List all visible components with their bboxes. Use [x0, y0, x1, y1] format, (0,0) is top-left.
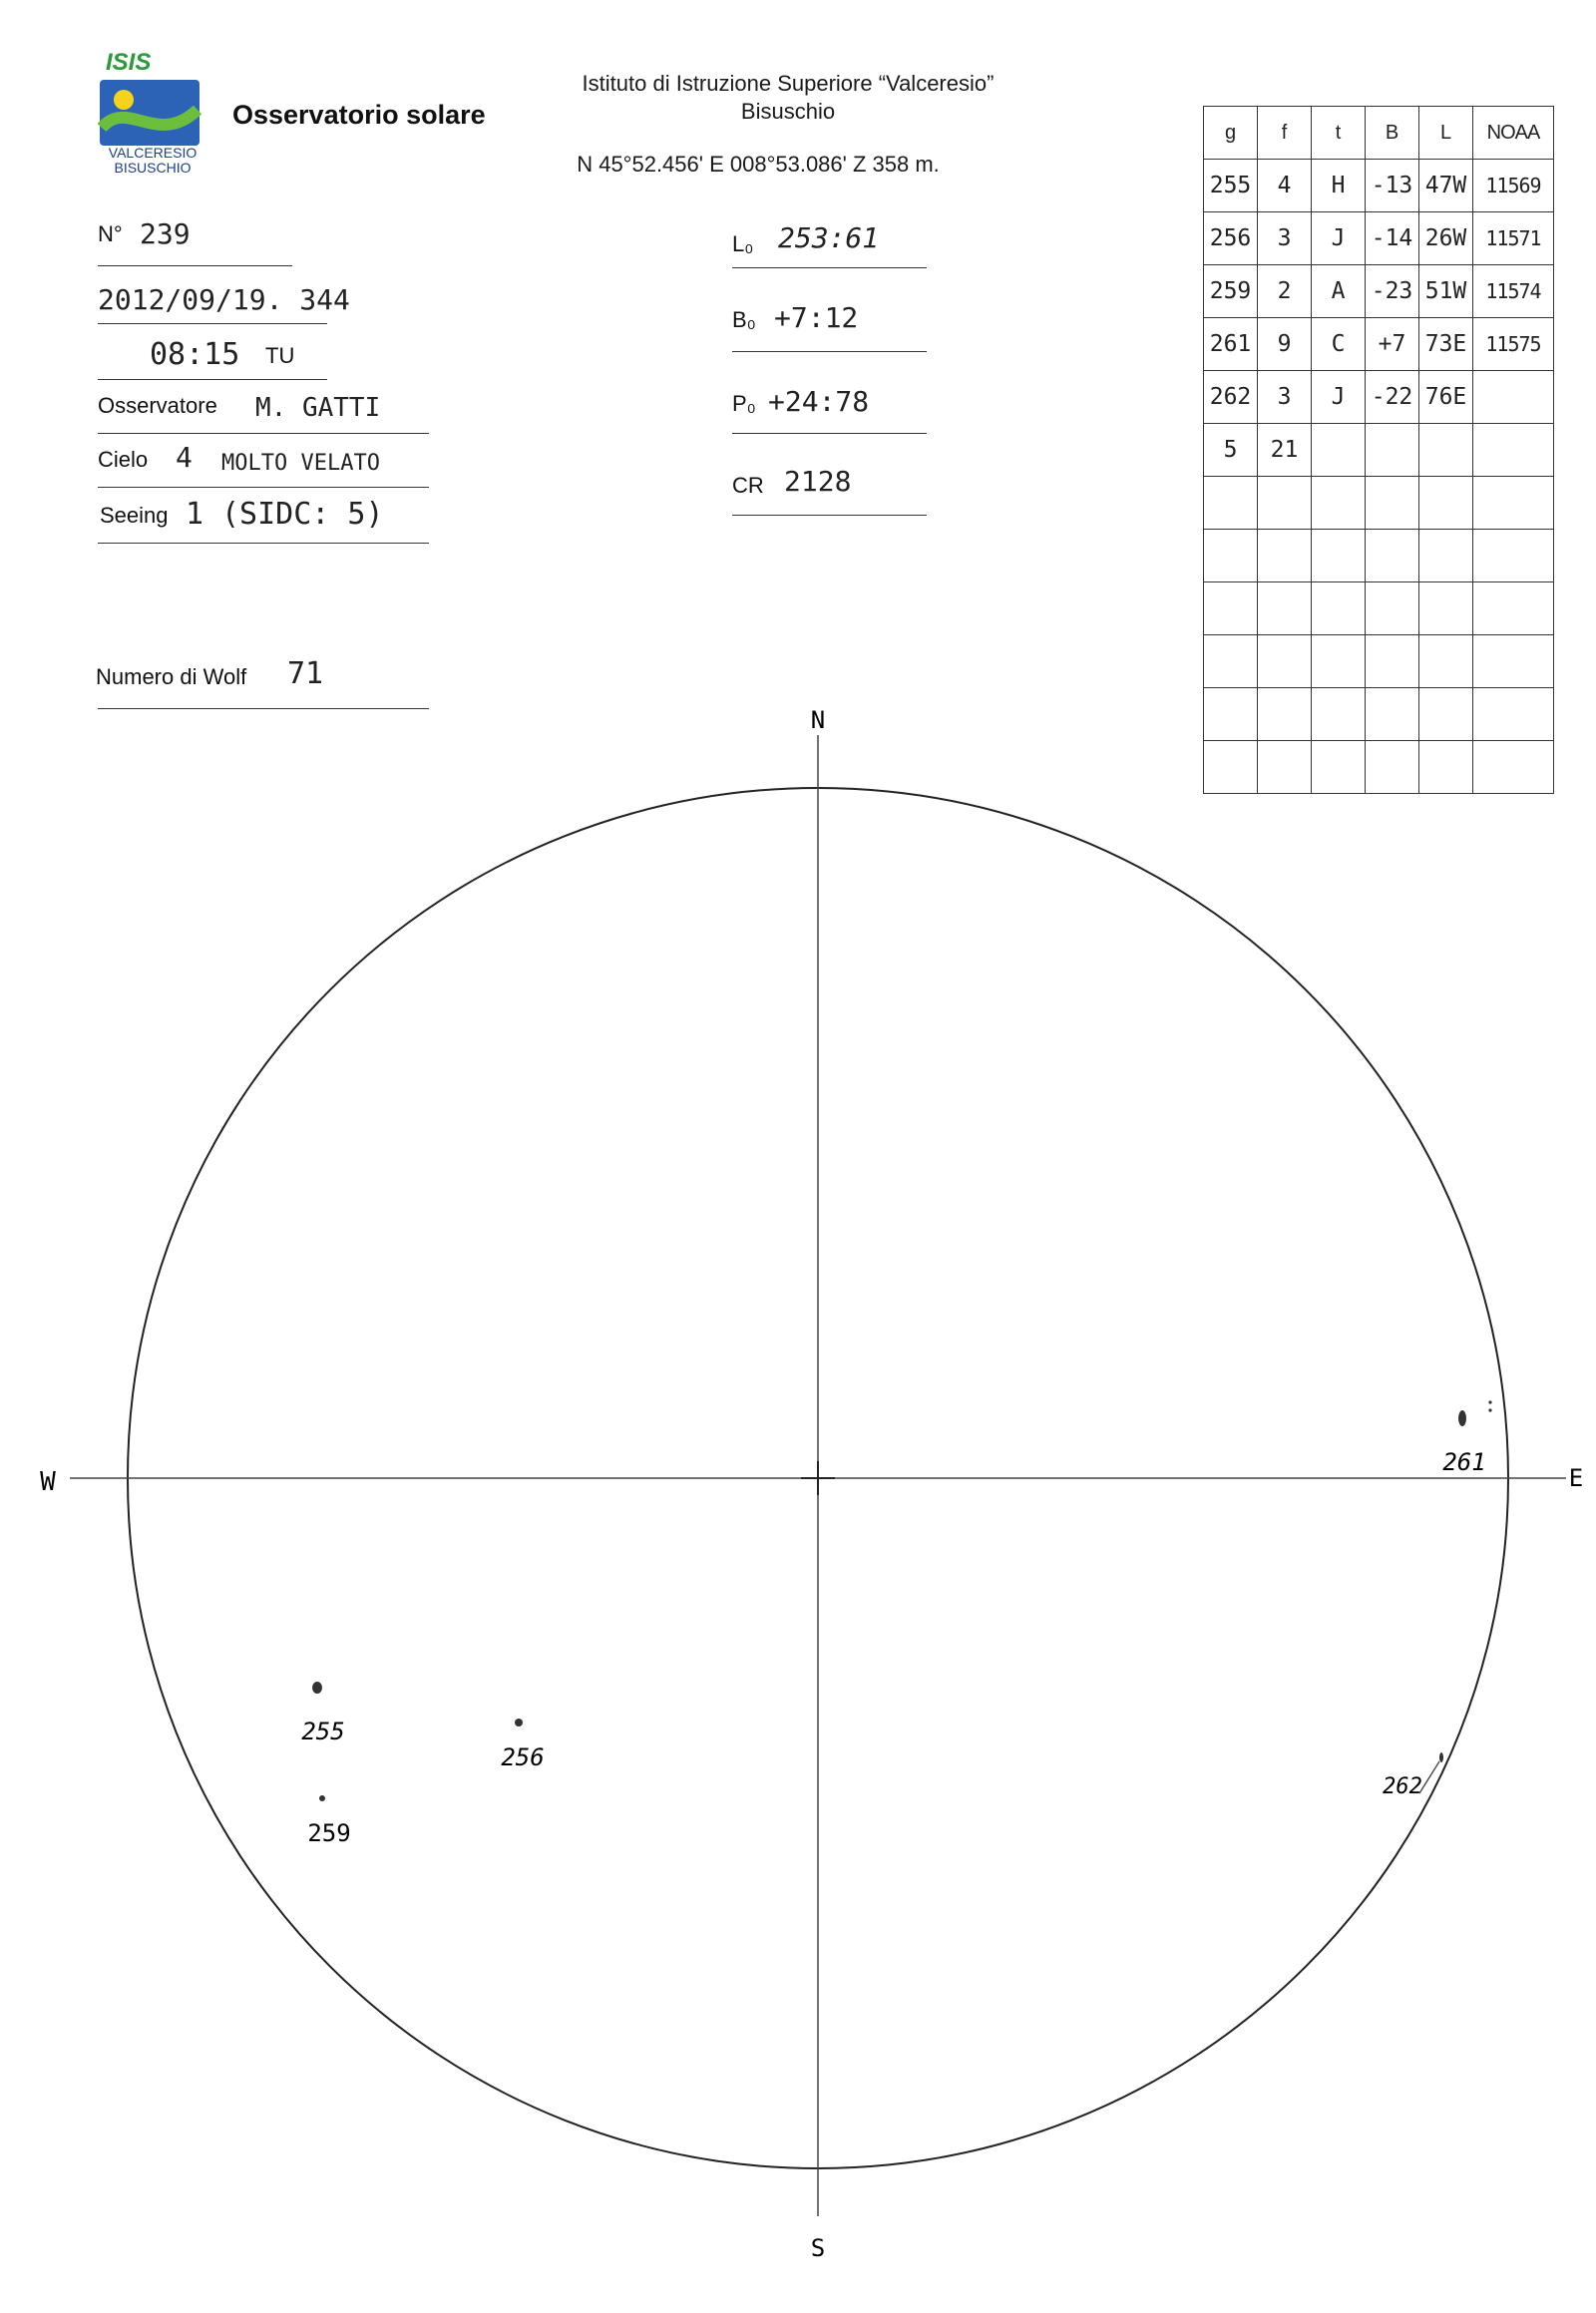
sunspot-group-262: [1439, 1752, 1443, 1762]
table-header-cell: L: [1419, 107, 1473, 160]
l0-label: L₀: [732, 231, 754, 256]
table-cell: H: [1312, 160, 1366, 212]
sky-note: MOLTO VELATO: [221, 451, 380, 476]
table-cell: 259: [1204, 265, 1258, 318]
sunspot-group-255: [312, 1682, 322, 1694]
time-value: 08:15: [150, 337, 240, 372]
table-cell: 26W: [1419, 212, 1473, 265]
wolf-number-label: Numero di Wolf: [96, 664, 247, 689]
table-cell: 262: [1204, 371, 1258, 424]
table-cell: -22: [1366, 371, 1419, 424]
group-label-262: 262: [1383, 1774, 1422, 1799]
sunspot-group-259: [319, 1795, 325, 1801]
table-cell: -13: [1366, 160, 1419, 212]
table-cell: 76E: [1419, 371, 1473, 424]
wolf-number-value: 71: [287, 656, 324, 691]
table-cell: 2: [1258, 265, 1312, 318]
table-cell: 5: [1204, 424, 1258, 477]
b0-label: B₀: [732, 307, 756, 332]
table-cell: 3: [1258, 371, 1312, 424]
seeing-value: 1: [186, 497, 204, 532]
table-cell: 11575: [1473, 318, 1554, 371]
table-cell: 47W: [1419, 160, 1473, 212]
page-title: Osservatorio solare: [232, 100, 486, 130]
table-cell: 11571: [1473, 212, 1554, 265]
group-label-259: 259: [307, 1819, 351, 1847]
west-label: W: [40, 1467, 56, 1497]
seeing-label: Seeing: [100, 503, 169, 528]
table-cell: -14: [1366, 212, 1419, 265]
table-cell: 4: [1258, 160, 1312, 212]
group-262-pointer: [1419, 1761, 1439, 1793]
observer-value: M. GATTI: [255, 393, 381, 423]
table-cell: J: [1312, 371, 1366, 424]
institute-name: Istituto di Istruzione Superiore “Valceresio”: [582, 71, 995, 96]
number-value: 239: [140, 217, 191, 250]
table-cell: J: [1312, 212, 1366, 265]
table-cell: 51W: [1419, 265, 1473, 318]
observer-label: Osservatore: [98, 393, 217, 418]
group-label-256: 256: [501, 1743, 545, 1771]
table-cell: +7: [1366, 318, 1419, 371]
table-cell: 11574: [1473, 265, 1554, 318]
table-cell: 255: [1204, 160, 1258, 212]
sunspot-group-256: [515, 1719, 523, 1727]
table-header-cell: B: [1366, 107, 1419, 160]
station-coordinates: N 45°52.456' E 008°53.086' Z 358 m.: [577, 152, 940, 177]
l0-value: 253:61: [778, 221, 880, 254]
table-cell: 9: [1258, 318, 1312, 371]
south-label: S: [810, 2234, 826, 2262]
sunspot-group-261: [1458, 1410, 1466, 1426]
time-unit: TU: [265, 343, 295, 368]
table-header-cell: t: [1312, 107, 1366, 160]
table-header-cell: f: [1258, 107, 1312, 160]
table-cell: 3: [1258, 212, 1312, 265]
number-label: N°: [98, 221, 123, 246]
b0-value: +7:12: [774, 301, 859, 334]
sky-value: 4: [176, 441, 193, 474]
p0-value: +24:78: [768, 385, 870, 418]
cr-value: 2128: [784, 465, 852, 498]
logo-caption-line1: VALCERESIO: [108, 145, 198, 161]
group-label-255: 255: [301, 1718, 345, 1745]
table-header-cell: g: [1204, 107, 1258, 160]
table-cell: 11569: [1473, 160, 1554, 212]
table-header-cell: NOAA: [1473, 107, 1554, 160]
p0-label: P₀: [732, 391, 756, 416]
table-cell: -23: [1366, 265, 1419, 318]
table-cell: 256: [1204, 212, 1258, 265]
sky-label: Cielo: [98, 447, 149, 472]
logo-caption-line2: BISUSCHIO: [114, 160, 192, 176]
east-label: E: [1568, 1464, 1584, 1492]
cr-label: CR: [732, 473, 764, 498]
date-value: 2012/09/19. 344: [98, 283, 350, 316]
table-cell: C: [1312, 318, 1366, 371]
logo-wordmark: ISIS: [106, 49, 152, 76]
sunspot-group-261-pore: [1488, 1408, 1491, 1411]
table-cell: 73E: [1419, 318, 1473, 371]
sunspot-group-261-pore: [1488, 1400, 1491, 1403]
table-cell: A: [1312, 265, 1366, 318]
table-cell: 21: [1258, 424, 1312, 477]
seeing-note: (SIDC: 5): [221, 497, 384, 532]
table-cell: 261: [1204, 318, 1258, 371]
group-label-261: 261: [1442, 1448, 1486, 1476]
institute-town: Bisuschio: [740, 99, 836, 124]
north-label: N: [810, 706, 826, 734]
